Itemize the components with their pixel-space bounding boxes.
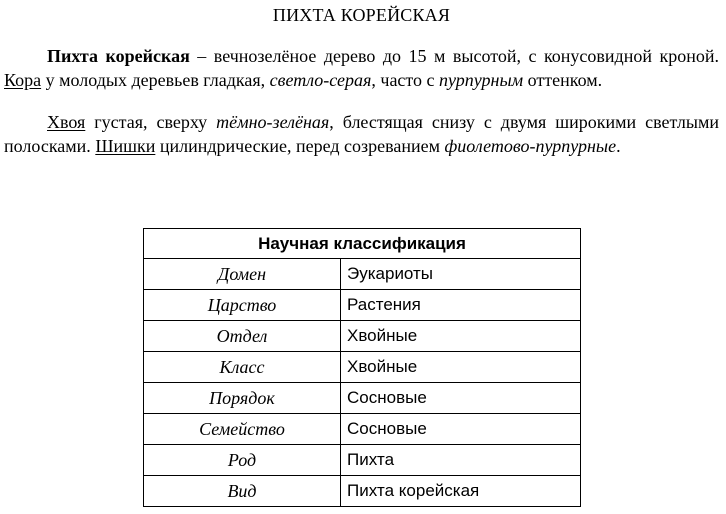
table-row (144, 476, 581, 507)
paragraph-description (4, 44, 719, 92)
taxon-cell: Пихта (341, 445, 581, 476)
rank-cell: Домен (144, 259, 341, 290)
rank-cell: Порядок (144, 383, 341, 414)
taxon-cell: Сосновые (341, 383, 581, 414)
document-title: ПИХТА КОРЕЙСКАЯ (272, 5, 451, 25)
taxon-cell: Эукариоты (341, 259, 581, 290)
table-header-row (144, 229, 581, 259)
text-run: густая, сверху (85, 112, 217, 132)
rank-cell: Семейство (144, 414, 341, 445)
rank-cell: Царство (144, 290, 341, 321)
table-row (144, 290, 581, 321)
rank-cell: Род (144, 445, 341, 476)
table-row (144, 321, 581, 352)
table-row (144, 414, 581, 445)
document-page (4, 0, 719, 158)
paragraph-needles-cones (4, 110, 719, 158)
rank-cell: Класс (144, 352, 341, 383)
term-khvoya: Хвоя (47, 112, 86, 132)
table-row (144, 352, 581, 383)
rank-cell: Отдел (144, 321, 341, 352)
text-run: , часто с (371, 70, 440, 90)
rank-cell: Вид (144, 476, 341, 507)
italic-color: пурпурным (439, 70, 524, 90)
term-shishki: Шишки (95, 136, 156, 156)
term-bold: Пихта корейская (47, 46, 190, 66)
text-run: , блестящая снизу с двумя широкими светлыми полосками. (4, 112, 719, 156)
italic-color: светло-серая (269, 70, 372, 90)
taxon-cell: Пихта корейская (341, 476, 581, 507)
text-run: . (616, 136, 621, 156)
text-run: цилиндрические, перед созреванием (155, 136, 445, 156)
taxon-cell: Сосновые (341, 414, 581, 445)
text-run: оттенком. (523, 70, 603, 90)
italic-color: фиолетово-пурпурные (444, 136, 617, 156)
text-run: у молодых деревьев гладкая, (41, 70, 270, 90)
table-row (144, 445, 581, 476)
table-row (144, 383, 581, 414)
taxon-cell: Хвойные (341, 352, 581, 383)
term-kora: Кора (4, 70, 42, 90)
table-header: Научная классификация (144, 229, 581, 259)
italic-color: тёмно-зелёная (216, 112, 330, 132)
taxon-cell: Растения (341, 290, 581, 321)
table-row (144, 259, 581, 290)
text-run: – вечнозелёное дерево до 15 м высотой, с конусовидной кроной. (189, 46, 719, 66)
taxon-cell: Хвойные (341, 321, 581, 352)
classification-table (143, 228, 581, 507)
